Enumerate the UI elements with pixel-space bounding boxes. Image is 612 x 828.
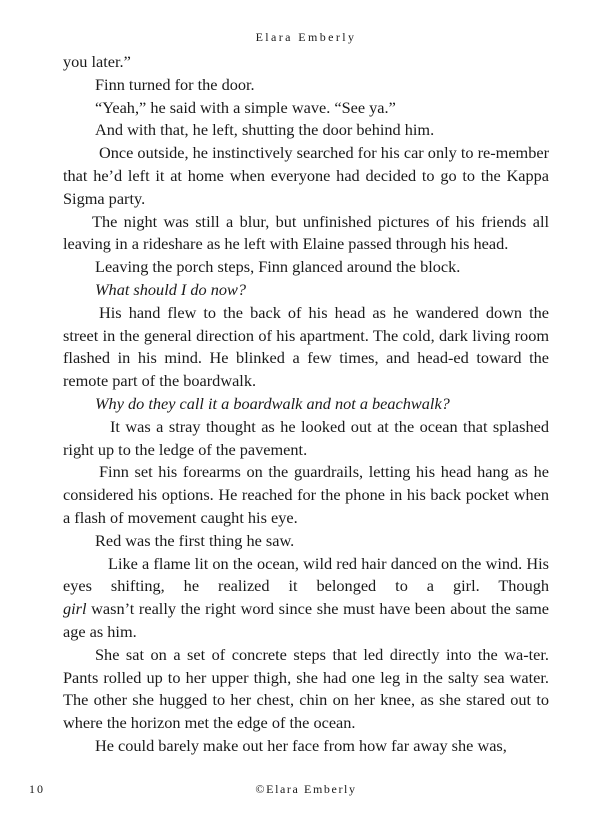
- paragraph: [63, 598, 549, 644]
- paragraph: you later.”: [63, 52, 131, 71]
- italic-word: girl: [63, 599, 87, 619]
- paragraph: She sat on a set of concrete steps that led directly into the wa-ter. Pants rolled up to her upper thigh, she had one leg in the salty sea water. The other she hugged to her chest, chin on her knee, as she stared out to where the horizon met the edge of the ocean.: [63, 644, 549, 733]
- paragraph: His hand flew to the back of his head as he wandered down the street in the general direction of his apartment. The cold, dark living room flashed in his mind. He blinked a few times, and head-ed toward the remote part of the boardwalk.: [63, 302, 549, 391]
- paragraph: [63, 279, 549, 302]
- page-number: 10: [29, 782, 45, 796]
- paragraph: Finn turned for the door.: [95, 74, 255, 94]
- running-header: Elara Emberly: [255, 30, 357, 44]
- paragraph: The night was still a blur, but unfinished pictures of his friends all leaving in a rideshare as he left with Elaine passed through his head.: [63, 211, 549, 254]
- paragraph: Like a flame lit on the ocean, wild red hair danced on the wind. His eyes shifting, he realized it belonged to a girl. Though: [63, 553, 549, 596]
- italic-thought: Why do they call it a boardwalk and not a beachwalk?: [95, 393, 450, 413]
- paragraph: “Yeah,” he said with a simple wave. “See ya.”: [95, 97, 396, 117]
- paragraph: He could barely make out her face from how far away she was,: [95, 735, 507, 755]
- paragraph-text: wasn’t really the right word since she must have been about the same age as him.: [63, 599, 549, 641]
- copyright-footer: ©Elara Emberly: [255, 782, 357, 796]
- body-text: [63, 51, 549, 758]
- paragraph: Red was the first thing he saw.: [95, 530, 295, 550]
- italic-thought: What should I do now?: [95, 279, 247, 299]
- paragraph: It was a stray thought as he looked out at the ocean that splashed right up to the ledge of the pavement.: [63, 416, 549, 459]
- paragraph: Leaving the porch steps, Finn glanced around the block.: [95, 257, 461, 277]
- paragraph: [63, 393, 549, 416]
- paragraph: Finn set his forearms on the guardrails, letting his head hang as he considered his options. He reached for the phone in his back pocket when a flash of movement caught his eye.: [63, 462, 549, 527]
- paragraph: Once outside, he instinctively searched for his car only to re-member that he’d left it at home when everyone had decided to go to the Kappa Sigma party.: [63, 143, 549, 208]
- paragraph: And with that, he left, shutting the door behind him.: [95, 120, 435, 140]
